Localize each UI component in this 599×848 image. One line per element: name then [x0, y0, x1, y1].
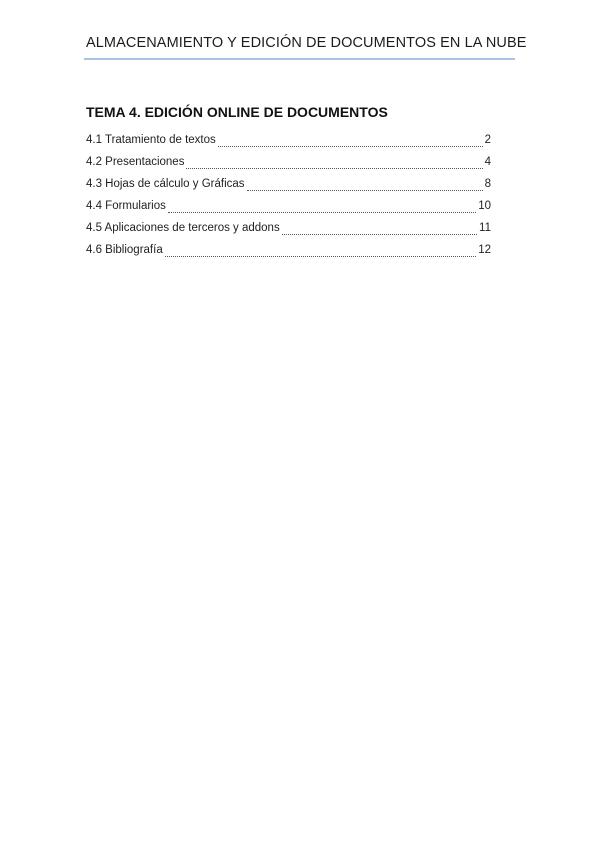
toc-entry[interactable]	[86, 200, 491, 222]
toc-dot-leader	[186, 168, 482, 169]
table-of-contents	[86, 134, 491, 266]
toc-entry-page: 11	[479, 222, 491, 234]
toc-entry-label: 4.3 Hojas de cálculo y Gráficas	[86, 178, 245, 190]
toc-dot-leader	[165, 256, 476, 257]
toc-entry-label: 4.1 Tratamiento de textos	[86, 134, 216, 146]
toc-entry-label: 4.2 Presentaciones	[86, 156, 185, 168]
toc-entry-page: 4	[484, 156, 491, 168]
toc-dot-leader	[282, 234, 477, 235]
section-title: TEMA 4. EDICIÓN ONLINE DE DOCUMENTOS	[86, 104, 388, 120]
header-rule	[84, 58, 515, 60]
toc-entry[interactable]	[86, 222, 491, 244]
toc-entry-label: 4.5 Aplicaciones de terceros y addons	[86, 222, 280, 234]
toc-dot-leader	[247, 190, 483, 191]
toc-entry[interactable]	[86, 244, 491, 266]
toc-entry[interactable]	[86, 178, 491, 200]
toc-entry-page: 2	[484, 134, 491, 146]
toc-entry[interactable]	[86, 156, 491, 178]
toc-entry-label: 4.4 Formularios	[86, 200, 166, 212]
toc-entry[interactable]	[86, 134, 491, 156]
toc-entry-page: 10	[478, 200, 491, 212]
toc-entry-page: 8	[484, 178, 491, 190]
toc-dot-leader	[168, 212, 476, 213]
toc-dot-leader	[218, 146, 483, 147]
toc-entry-page: 12	[478, 244, 491, 256]
toc-entry-label: 4.6 Bibliografía	[86, 244, 163, 256]
running-header: ALMACENAMIENTO Y EDICIÓN DE DOCUMENTOS EN LA NUBE	[86, 35, 527, 51]
